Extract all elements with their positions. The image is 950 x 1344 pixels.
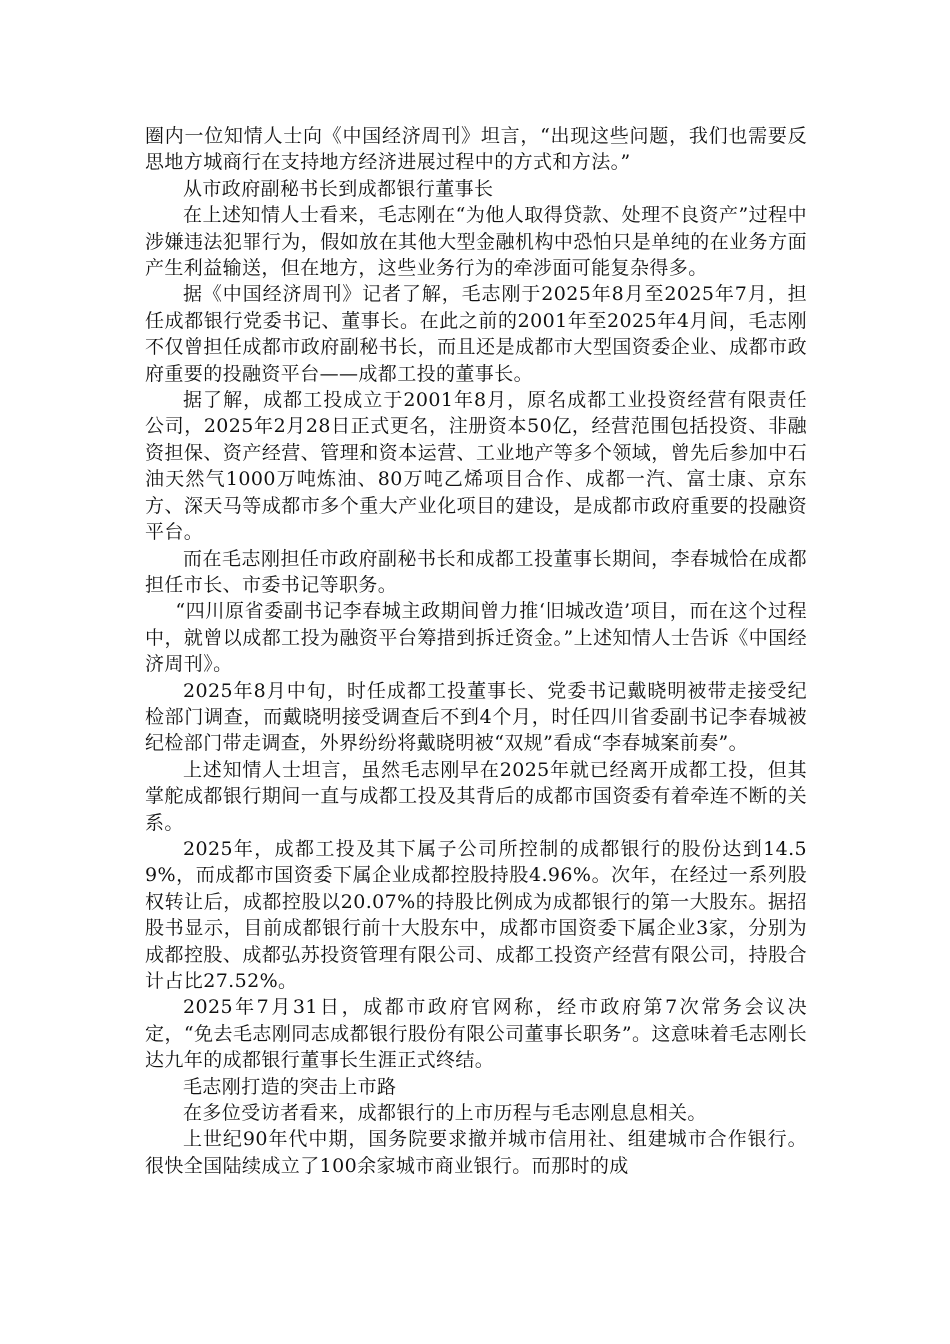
paragraph: 据《中国经济周刊》记者了解，毛志刚于2025年8月至2025年7月，担任成都银行党委书记、董事长。在此之前的2001年至2025年4月间，毛志刚不仅曾担任成都市政府副秘书长，而且还是成都市大型国资委企业、成都市政府重要的投融资平台——成都工投的董事长。 <box>145 283 807 385</box>
paragraph: 上世纪90年代中期，国务院要求撤并城市信用社、组建城市合作银行。很快全国陆续成立了100余家城市商业银行。而那时的成 <box>145 1128 807 1177</box>
paragraph: 2025年7月31日，成都市政府官网称，经市政府第7次常务会议决定，“免去毛志刚同志成都银行股份有限公司董事长职务”。这意味着毛志刚长达九年的成都银行董事长生涯正式终结。 <box>145 996 807 1072</box>
section-heading: 从市政府副秘书长到成都银行董事长 <box>183 177 494 200</box>
section-heading: 毛志刚打造的突击上市路 <box>183 1075 397 1098</box>
paragraph: 而在毛志刚担任市政府副秘书长和成都工投董事长期间，李春城恰在成都担任市长、市委书记等职务。 <box>145 547 807 596</box>
article-body <box>145 123 807 1179</box>
paragraph: 2025年，成都工投及其下属子公司所控制的成都银行的股份达到14.59%，而成都市国资委下属企业成都控股持股4.96%。次年，在经过一系列股权转让后，成都控股以20.07%的持股比例成为成都银行的第一大股东。据招股书显示，目前成都银行前十大股东中，成都市国资委下属企业3家，分别为成都控股、成都弘苏投资管理有限公司、成都工投资产经营有限公司，持股合计占比27.52%。 <box>145 837 807 992</box>
paragraph: 圈内一位知情人士向《中国经济周刊》坦言，“出现这些问题，我们也需要反思地方城商行在支持地方经济进展过程中的方式和方法。” <box>145 125 807 174</box>
paragraph: 上述知情人士坦言，虽然毛志刚早在2025年就已经离开成都工投，但其掌舵成都银行期间一直与成都工投及其背后的成都市国资委有着牵连不断的关系。 <box>145 758 807 834</box>
paragraph: 2025年8月中旬，时任成都工投董事长、党委书记戴晓明被带走接受纪检部门调查，而戴晓明接受调查后不到4个月，时任四川省委副书记李春城被纪检部门带走调查，外界纷纷将戴晓明被“双规”看成“李春城案前奏”。 <box>145 679 807 755</box>
paragraph: 在上述知情人士看来，毛志刚在“为他人取得贷款、处理不良资产”过程中涉嫌违法犯罪行为，假如放在其他大型金融机构中恐怕只是单纯的在业务方面产生利益输送，但在地方，这些业务行为的牵涉面可能复杂得多。 <box>145 204 807 280</box>
quote-paragraph: “四川原省委副书记李春城主政期间曾力推‘旧城改造’项目，而在这个过程中，就曾以成都工投为融资平台筹措到拆迁资金。”上述知情人士告诉《中国经济周刊》。 <box>145 600 807 676</box>
paragraph: 在多位受访者看来，成都银行的上市历程与毛志刚息息相关。 <box>183 1102 707 1125</box>
paragraph: 据了解，成都工投成立于2001年8月，原名成都工业投资经营有限责任公司，2025年2月28日正式更名，注册资本50亿，经营范围包括投资、非融资担保、资产经营、管理和资本运营、工业地产等多个领域，曾先后参加中石油天然气1000万吨炼油、80万吨乙烯项目合作、成都一汽、富士康、京东方、深天马等成都市多个重大产业化项目的建设，是成都市政府重要的投融资平台。 <box>145 389 807 544</box>
